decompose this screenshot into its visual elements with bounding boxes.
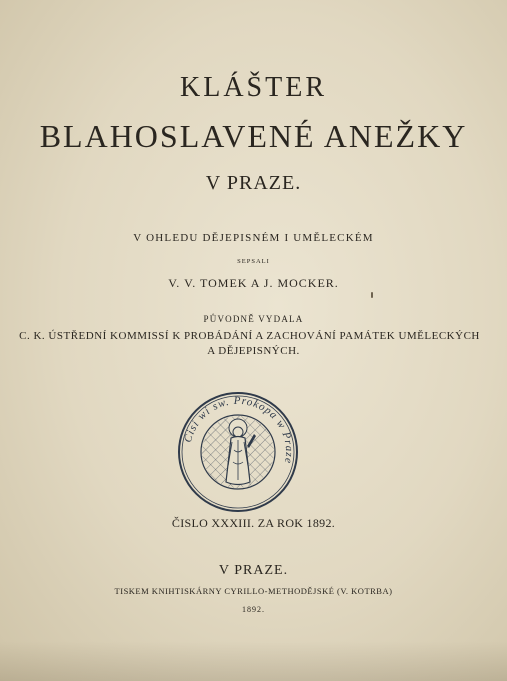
issue-number: ČISLO XXXIII. ZA ROK 1892. (171, 516, 336, 530)
published-by-label: PŮVODNĚ VYDALA (203, 314, 304, 324)
saint-figure-seal-icon (176, 390, 300, 514)
publisher-line-1: C. K. ÚSTŘEDNÍ KOMMISSÍ K PROBÁDÁNÍ A ZACHOVÁNÍ PAMÁTEK UMĚLECKÝCH (19, 330, 480, 342)
publisher-line-2: A DĚJEPISNÝCH. (207, 345, 300, 357)
library-seal-stamp (176, 390, 300, 514)
title-line-1: KLÁŠTER (180, 72, 327, 103)
paper-speck (371, 292, 373, 298)
written-by-label: SEPSALI (237, 258, 270, 265)
title-line-3: V PRAZE. (205, 172, 302, 194)
authors: V. V. TOMEK A J. MOCKER. (168, 276, 339, 290)
title-line-2: BLAHOSLAVENÉ ANEŽKY (39, 118, 468, 154)
imprint-printer: TISKEM KNIHTISKÁRNY CYRILLO-METHODĚJSKÉ (V. KOTRBA) (114, 586, 393, 596)
svg-text:Cisi wi sw. Prokopa w Praze: Cisi wi sw. Prokopa w Praze (182, 394, 296, 465)
imprint-year: 1892. (242, 605, 265, 614)
subtitle: V OHLEDU DĚJEPISNÉM I UMĚLECKÉM (133, 232, 374, 244)
imprint-place: V PRAZE. (218, 563, 289, 578)
